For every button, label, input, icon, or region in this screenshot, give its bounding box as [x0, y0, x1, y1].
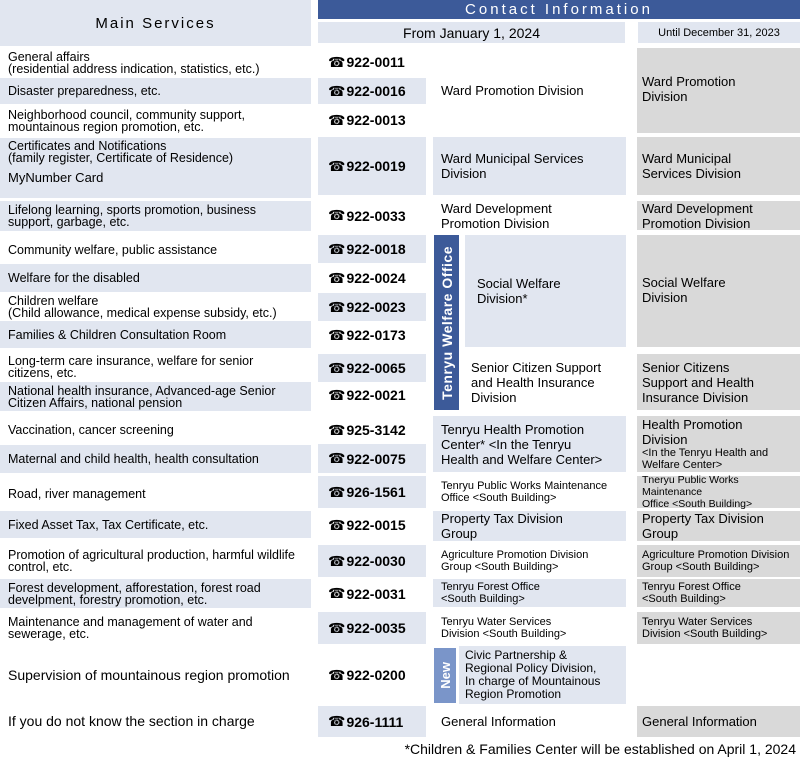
text-line: Road, river management	[8, 486, 146, 501]
text-line: Certificates and Notifications	[8, 139, 167, 153]
text-line: Maternal and child health, health consultation	[8, 452, 259, 466]
new-division-cell	[433, 416, 626, 472]
text-line: <In the Tenryu Health and	[642, 447, 769, 459]
service-row	[0, 612, 311, 644]
phone-icon: ☎	[328, 713, 346, 729]
phone-cell	[318, 416, 426, 444]
text-line: Division	[642, 89, 688, 104]
phone-icon: ☎	[328, 516, 346, 533]
text-line: Senior Citizens	[642, 359, 730, 375]
old-division-cell	[637, 354, 800, 410]
phone-icon: ☎	[328, 585, 346, 601]
service-row	[0, 321, 311, 348]
text-line: Ward Promotion Division	[441, 83, 584, 98]
phone-number[interactable]: 926-1111	[346, 713, 404, 730]
text-line: General Information	[642, 714, 757, 729]
text-line: Ward Municipal Services	[441, 151, 584, 166]
phone-icon: ☎	[328, 298, 346, 315]
old-division-cell	[637, 201, 800, 230]
phone-icon: ☎	[328, 359, 346, 376]
contact-information-header: Contact Information	[318, 0, 800, 19]
text-line: Group	[441, 526, 478, 541]
phone-cell	[318, 545, 426, 577]
phone-cell	[318, 646, 426, 704]
text-line: Fixed Asset Tax, Tax Certificate, etc.	[8, 517, 209, 532]
phone-cell	[318, 137, 426, 195]
phone-cell	[318, 706, 426, 737]
text-line: National health insurance, Advanced-age Senior	[8, 383, 276, 398]
phone-icon: ☎	[328, 483, 346, 500]
text-line: Ward Development	[441, 200, 552, 216]
text-line: In charge of Mountainous	[465, 674, 601, 688]
text-line: (family register, Certificate of Residence)	[8, 151, 234, 165]
phone-icon: ☎	[328, 421, 346, 438]
phone-number[interactable]: 925-3142	[346, 422, 406, 438]
service-row	[0, 106, 311, 136]
text-line: Children welfare	[8, 293, 99, 308]
welfare-office-label	[434, 235, 459, 410]
phone-cell	[318, 579, 426, 608]
text-line: Health Promotion	[642, 417, 743, 432]
phone-icon: ☎	[328, 157, 346, 174]
phone-number[interactable]: 922-0015	[346, 517, 406, 533]
text-line: (residential address indication, statistics, etc.)	[8, 62, 260, 76]
service-row	[0, 445, 311, 473]
text-line: If you do not know the section in charge	[8, 713, 255, 729]
phone-cell	[318, 201, 426, 230]
text-line: Property Tax Division	[642, 511, 764, 526]
new-division-cell	[433, 511, 626, 541]
phone-number[interactable]: 922-0031	[346, 585, 406, 602]
text-line: Division	[441, 166, 487, 181]
phone-cell	[318, 78, 426, 104]
phone-cell	[318, 106, 426, 134]
text-line: Services Division	[642, 166, 741, 181]
phone-number[interactable]: 922-0011	[346, 54, 405, 70]
phone-icon: ☎	[328, 386, 346, 403]
text-line: Neighborhood council, community support,	[8, 108, 245, 122]
phone-cell	[318, 264, 426, 292]
phone-cell	[318, 321, 426, 349]
phone-icon: ☎	[328, 207, 346, 223]
service-row	[0, 416, 311, 444]
text-line: <South Building>	[642, 593, 726, 605]
text-line: Regional Policy Division,	[465, 661, 597, 675]
old-division-cell	[637, 545, 800, 577]
old-division-cell	[637, 476, 800, 508]
text-line: Tenryu Public Works Maintenance	[441, 480, 608, 492]
text-line: and Health Insurance	[471, 374, 595, 390]
new-division-cell	[433, 476, 626, 508]
text-line: mountainous region promotion, etc.	[8, 120, 204, 134]
old-division-cell	[637, 137, 800, 195]
phone-number[interactable]: 922-0075	[346, 450, 406, 467]
old-division-cell	[637, 511, 800, 541]
text-line: Support and Health	[642, 374, 755, 390]
phone-cell	[318, 612, 426, 644]
text-line: control, etc.	[8, 560, 73, 574]
phone-icon: ☎	[328, 552, 346, 569]
text-line: Tenryu Forest Office	[441, 581, 540, 593]
phone-number[interactable]: 922-0016	[346, 83, 406, 99]
new-badge	[434, 648, 456, 703]
old-division-cell	[637, 235, 800, 347]
welfare-office-text: Tenryu Welfare Office	[438, 245, 455, 400]
service-row	[0, 264, 311, 292]
new-division-cell	[433, 48, 626, 133]
text-line: Tenryu Water Services	[642, 616, 753, 628]
text-line: <South Building>	[441, 593, 525, 605]
text-line: Insurance Division	[642, 389, 749, 405]
text-line: Health and Welfare Center>	[441, 451, 603, 467]
phone-number[interactable]: 922-0200	[346, 667, 406, 683]
new-division-cell	[433, 612, 626, 644]
service-row	[0, 201, 311, 231]
phone-icon: ☎	[328, 450, 346, 466]
text-line: Division	[642, 290, 688, 305]
text-line: Tenryu Water Services	[441, 616, 552, 628]
phone-number[interactable]: 922-0019	[346, 158, 406, 174]
text-line: Maintenance and management of water and	[8, 615, 253, 629]
text-line: Vaccination, cancer screening	[8, 423, 174, 437]
new-division-cell	[433, 706, 626, 737]
old-division-cell	[637, 706, 800, 737]
phone-cell	[318, 293, 426, 321]
old-division-cell	[637, 612, 800, 644]
text-line: Office <South Building>	[441, 492, 557, 504]
old-division-cell	[637, 416, 800, 472]
phone-number[interactable]: 922-0065	[346, 360, 406, 376]
service-row	[0, 138, 311, 198]
phone-icon: ☎	[328, 82, 346, 99]
old-division-cell	[637, 48, 800, 133]
text-line: Office <South Building>	[642, 498, 753, 510]
text-line: Ward Development	[642, 200, 753, 216]
text-line: support, garbage, etc.	[8, 215, 130, 229]
phone-number[interactable]: 922-0030	[346, 553, 406, 569]
text-line: Community welfare, public assistance	[8, 242, 218, 257]
text-line: Group <South Building>	[441, 561, 559, 573]
text-line: Senior Citizen Support	[471, 359, 602, 375]
service-row	[0, 382, 311, 411]
phone-cell	[318, 382, 426, 408]
footnote: *Children & Families Center will be established on April 1, 2024	[404, 741, 796, 757]
old-division-cell	[637, 579, 800, 607]
text-line: Social Welfare	[477, 276, 561, 291]
phone-cell	[318, 476, 426, 508]
phone-number[interactable]: 922-0033	[346, 207, 406, 224]
until-date-header: Until December 31, 2023	[638, 22, 800, 43]
phone-number[interactable]: 922-0018	[346, 241, 406, 257]
text-line: General Information	[441, 714, 556, 729]
text-line: Group	[642, 526, 679, 541]
text-line: Center* <In the Tenryu	[441, 436, 572, 452]
service-row	[0, 478, 311, 509]
text-line: Ward Promotion	[642, 74, 736, 89]
text-line: Tneryu Public Works Maintenance	[642, 474, 739, 498]
text-line: citizens, etc.	[8, 365, 77, 380]
text-line: Tenryu Forest Office	[642, 581, 741, 593]
from-date-header: From January 1, 2024	[318, 22, 625, 43]
text-line: (Child allowance, medical expense subsidy, etc.)	[8, 305, 277, 320]
text-line: Promotion Division	[642, 215, 751, 231]
text-line: Supervision of mountainous region promotion	[8, 667, 290, 683]
new-division-cell	[459, 646, 626, 704]
text-line: Welfare for the disabled	[8, 271, 140, 285]
phone-number[interactable]: 922-0013	[346, 112, 406, 128]
text-line: Disaster preparedness, etc.	[8, 84, 161, 98]
phone-cell	[318, 48, 426, 76]
text-line: Welfare Center>	[642, 459, 723, 471]
text-line: Promotion of agricultural production, harmful wildlife	[8, 548, 295, 562]
new-division-cell	[433, 579, 626, 607]
service-row	[0, 48, 311, 78]
new-division-cell	[433, 545, 626, 577]
text-line: Families & Children Consultation Room	[8, 327, 227, 342]
text-line: Lifelong learning, sports promotion, business	[8, 203, 257, 217]
phone-cell	[318, 354, 426, 382]
phone-icon: ☎	[328, 619, 346, 636]
new-division-cell	[465, 235, 626, 347]
text-line: Region Promotion	[465, 687, 562, 701]
service-row	[0, 293, 311, 320]
phone-icon: ☎	[328, 666, 346, 683]
phone-number[interactable]: 922-0021	[346, 387, 406, 403]
phone-cell	[318, 444, 426, 473]
phone-number[interactable]: 922-0173	[346, 327, 406, 343]
service-row	[0, 706, 311, 736]
text-line: Division <South Building>	[642, 628, 768, 640]
phone-icon: ☎	[328, 111, 346, 128]
new-badge-text: New	[437, 662, 453, 689]
phone-cell	[318, 235, 426, 263]
text-line: develpment, forestry promotion, etc.	[8, 592, 208, 607]
service-row	[0, 579, 311, 608]
service-row	[0, 352, 311, 381]
text-line: Property Tax Division	[441, 511, 563, 526]
phone-number[interactable]: 922-0024	[346, 270, 406, 286]
phone-icon: ☎	[328, 326, 346, 343]
text-line: General affairs	[8, 50, 90, 64]
text-line: sewerage, etc.	[8, 627, 90, 641]
new-division-cell	[433, 201, 626, 230]
text-line: Division*	[477, 291, 528, 306]
phone-number[interactable]: 926-1561	[346, 484, 406, 500]
text-line: Ward Municipal	[642, 151, 732, 166]
phone-cell	[318, 511, 426, 539]
phone-icon: ☎	[328, 269, 346, 286]
text-line: MyNumber Card	[8, 170, 104, 185]
new-division-cell	[433, 137, 626, 195]
service-row	[0, 236, 311, 263]
service-row	[0, 545, 311, 577]
text-line: Long-term care insurance, welfare for senior	[8, 353, 254, 368]
text-line: Civic Partnership &	[465, 648, 568, 662]
text-line: Group <South Building>	[642, 561, 760, 573]
service-row	[0, 511, 311, 538]
phone-icon: ☎	[328, 53, 346, 70]
new-division-cell	[465, 354, 626, 410]
text-line: Citizen Affairs, national pension	[8, 395, 183, 410]
text-line: Social Welfare	[642, 275, 726, 290]
text-line: Division <South Building>	[441, 628, 567, 640]
text-line: Agriculture Promotion Division	[642, 549, 790, 561]
text-line: Agriculture Promotion Division	[441, 549, 589, 561]
phone-number[interactable]: 922-0035	[346, 620, 406, 636]
phone-number[interactable]: 922-0023	[346, 299, 406, 315]
service-row	[0, 78, 311, 104]
text-line: Promotion Division	[441, 215, 550, 231]
main-services-header: Main Services	[0, 0, 311, 46]
text-line: Division	[471, 389, 517, 405]
text-line: Tenryu Health Promotion	[441, 421, 585, 437]
phone-icon: ☎	[328, 240, 346, 257]
text-line: Division	[642, 432, 688, 447]
text-line: Forest development, afforestation, forest road	[8, 580, 261, 595]
service-row	[0, 646, 311, 704]
